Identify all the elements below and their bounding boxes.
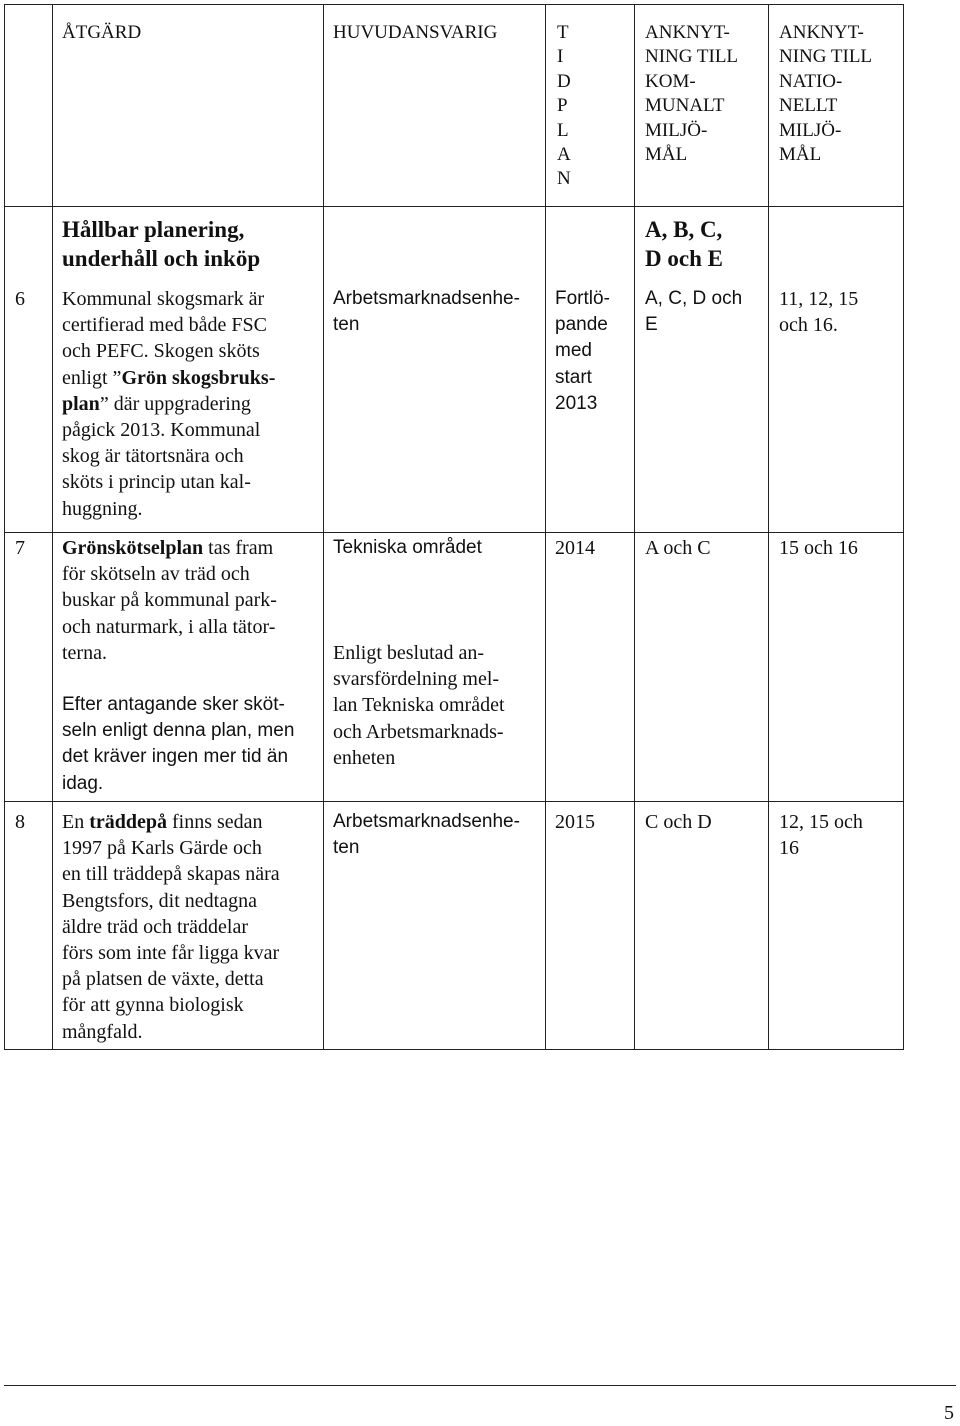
cell-line: ten [333, 314, 360, 336]
text-run: för att gynna biologisk [62, 994, 244, 1017]
cell-line [62, 587, 277, 613]
text-run: En [62, 811, 90, 833]
page-number: 5 [944, 1402, 954, 1424]
cell-line: E [645, 314, 658, 336]
cell-line: MILJÖ- [645, 119, 708, 141]
cell-line: N [557, 168, 571, 190]
cell-line: 15 och 16 [779, 537, 858, 559]
cell-line [62, 1019, 280, 1045]
cell-line: underhåll och inköp [62, 246, 261, 271]
cell-line [62, 809, 280, 835]
text-run: buskar på kommunal park- [62, 589, 277, 612]
header-action: ÅTGÄRD [62, 22, 142, 43]
section-municipal-goals [645, 215, 723, 273]
cell-line: MILJÖ- [779, 119, 842, 141]
cell-line [62, 469, 275, 495]
cell-line [62, 861, 280, 887]
text-run: huggning. [62, 497, 143, 520]
header-municipal-goal [645, 21, 738, 167]
cell-line [62, 286, 275, 312]
row-action-note [62, 692, 294, 797]
header-responsible: HUVUDANSVARIG [333, 22, 498, 43]
text-run: certifierad med både FSC [62, 314, 267, 337]
cell-line [62, 614, 277, 640]
cell-line: D [557, 70, 571, 92]
row-timeline [555, 809, 595, 835]
text-run: 1997 på Karls Gärde och [62, 837, 262, 860]
row-timeline [555, 535, 595, 561]
row-action [62, 286, 275, 522]
cell-line: ten [333, 837, 360, 859]
bold-run: träddepå [89, 811, 168, 833]
cell-line [62, 496, 275, 522]
cell-line: A, B, C, [645, 217, 723, 242]
text-run: och naturmark, i alla tätor- [62, 615, 276, 638]
cell-line [62, 640, 277, 666]
bold-run: plan [62, 392, 100, 415]
cell-line: MÅL [779, 144, 822, 166]
cell-line: Arbetsmarknadsenhe- [333, 811, 520, 832]
cell-line: NING TILL [645, 46, 739, 68]
text-run: och PEFC. Skogen sköts [62, 340, 260, 363]
cell-line: I [557, 46, 564, 68]
row-number: 7 [15, 537, 25, 559]
text-run: Bengtsfors, dit nedtagna [62, 889, 257, 912]
cell-line: 2014 [555, 537, 595, 559]
text-run: Kommunal skogsmark är [62, 288, 265, 310]
cell-line: det kräver ingen mer tid än [62, 746, 289, 768]
cell-line [62, 365, 275, 391]
cell-line: idag. [62, 772, 104, 794]
cell-line: 16 [779, 837, 799, 860]
grid-line [903, 4, 904, 1049]
row-national-goal [779, 809, 863, 861]
text-run: pågick 2013. Kommunal [62, 419, 261, 442]
grid-line [4, 801, 904, 802]
cell-line: svarsfördelning mel- [333, 668, 500, 691]
grid-line [4, 1049, 904, 1050]
cell-line: med [555, 340, 592, 362]
row-action [62, 535, 277, 666]
row-responsible [333, 809, 520, 861]
grid-line [634, 4, 635, 1049]
cell-line: Hållbar planering, [62, 217, 245, 242]
cell-line [62, 338, 275, 364]
row-number: 6 [15, 288, 25, 310]
grid-line [4, 4, 5, 1049]
cell-line: Enligt beslutad an- [333, 642, 485, 664]
cell-line: Efter antagande sker sköt- [62, 694, 285, 715]
cell-line: A och C [645, 537, 711, 559]
grid-line [4, 206, 904, 207]
cell-line: A [557, 144, 571, 166]
grid-line [4, 4, 904, 5]
row-national-goal [779, 535, 858, 561]
text-run: äldre träd och träddelar [62, 915, 249, 938]
cell-line: NING TILL [779, 46, 873, 68]
cell-line: NELLT [779, 95, 838, 117]
cell-line [62, 966, 280, 992]
cell-line [62, 417, 275, 443]
text-run: en till träddepå skapas nära [62, 863, 280, 886]
bold-run: Grönskötselplan [62, 537, 204, 559]
cell-line [62, 391, 275, 417]
cell-line: och 16. [779, 314, 838, 337]
cell-line: MUNALT [645, 95, 725, 117]
cell-line: pande [555, 314, 608, 336]
header-timeline [557, 21, 571, 192]
cell-line [62, 561, 277, 587]
cell-line: MÅL [645, 144, 688, 166]
grid-line [323, 4, 324, 1049]
row-responsible [333, 286, 520, 338]
cell-line: P [557, 95, 568, 117]
cell-line: seln enligt denna plan, men [62, 720, 295, 742]
grid-line [768, 4, 769, 1049]
row-responsible [333, 535, 482, 561]
cell-line [62, 835, 280, 861]
cell-line: KOM- [645, 70, 696, 92]
text-run: förs som inte får ligga kvar [62, 942, 280, 965]
cell-line: D och E [645, 246, 723, 271]
row-municipal-goal [645, 809, 712, 835]
cell-line: 2013 [555, 392, 598, 414]
cell-line: Tekniska området [333, 537, 482, 558]
cell-line: A, C, D och [645, 288, 743, 309]
footer-rule [4, 1385, 956, 1386]
text-run: ” där uppgradering [99, 392, 251, 415]
cell-line [62, 992, 280, 1018]
text-run: sköts i princip utan kal- [62, 471, 251, 494]
cell-line: start [555, 366, 592, 388]
cell-line [62, 443, 275, 469]
cell-line [62, 888, 280, 914]
cell-line: L [557, 119, 569, 141]
text-run: enligt ” [62, 366, 122, 389]
cell-line: 11, 12, 15 [779, 288, 859, 310]
row-municipal-goal [645, 286, 742, 338]
text-run: terna. [62, 641, 107, 664]
text-run: skog är tätortsnära och [62, 445, 244, 468]
cell-line: Fortlö- [555, 288, 610, 309]
cell-line: C och D [645, 811, 712, 833]
row-number: 8 [15, 811, 25, 833]
text-run: på platsen de växte, detta [62, 968, 264, 991]
cell-line [62, 535, 277, 561]
cell-line: T [557, 22, 569, 43]
cell-line: och Arbetsmarknads- [333, 720, 504, 743]
cell-line [62, 312, 275, 338]
row-timeline [555, 286, 610, 417]
row-responsible-note [333, 640, 505, 771]
cell-line: Arbetsmarknadsenhe- [333, 288, 520, 309]
cell-line: enheten [333, 746, 396, 769]
grid-line [4, 532, 904, 533]
row-action [62, 809, 280, 1045]
grid-line [52, 4, 53, 1049]
cell-line [62, 914, 280, 940]
header-national-goal [779, 21, 872, 167]
cell-line: ANKNYT- [779, 22, 864, 43]
text-run: finns sedan [167, 811, 263, 833]
bold-run: Grön skogsbruks- [121, 366, 276, 389]
cell-line [62, 940, 280, 966]
row-national-goal [779, 286, 858, 338]
cell-line: lan Tekniska området [333, 694, 505, 717]
cell-line: ANKNYT- [645, 22, 730, 43]
text-run: mångfald. [62, 1020, 143, 1043]
cell-line: 2015 [555, 811, 595, 833]
grid-line [545, 4, 546, 1049]
row-municipal-goal [645, 535, 711, 561]
text-run: tas fram [203, 537, 274, 559]
section-title [62, 215, 260, 273]
text-run: för skötseln av träd och [62, 563, 250, 586]
cell-line: NATIO- [779, 70, 843, 92]
cell-line: 12, 15 och [779, 811, 863, 833]
